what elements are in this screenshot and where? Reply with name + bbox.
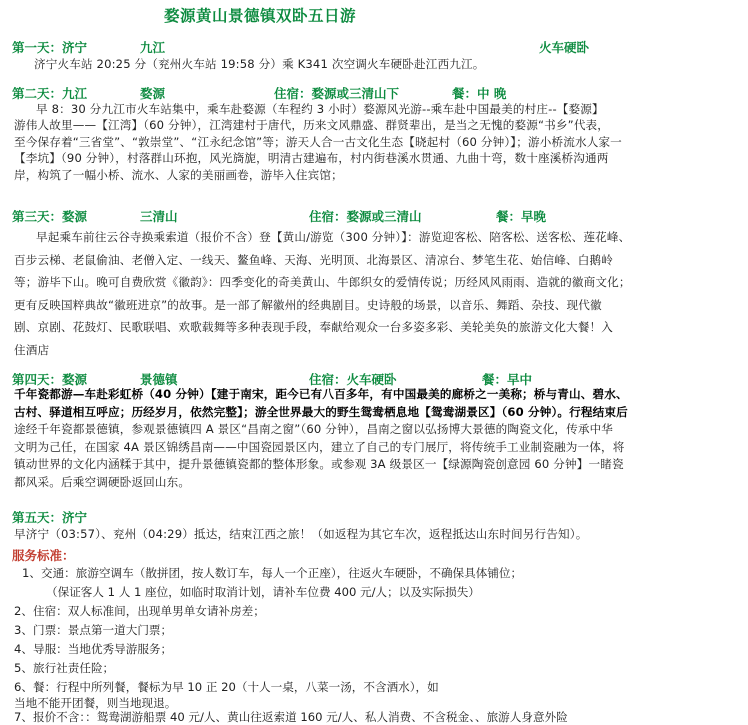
day3-line: 等；游毕下山。晚可自费欣赏《徽韵》：四季变化的奇美黄山、牛郎织女的爱情传说；历经风风雨雨、造就的徽商文化； [14, 275, 631, 289]
day2-line: 游伟人故里——【江湾】（60 分钟），江湾建村于唐代，历来文风鼎盛、群贤辈出，是当之无愧的婺源“书乡”代表， [14, 118, 610, 133]
day3-place: 三清山 [140, 209, 178, 224]
day3-line: 百步云梯、老鼠偷油、老僧入定、一线天、鳌鱼峰、天海、光明顶、北海景区、清凉台、梦笔生花、始信峰、白鹅岭 [14, 252, 613, 267]
day3-label: 第三天：婺源 [12, 209, 88, 224]
service-item: 2、住宿：双人标准间，出现单男单女请补房差； [14, 604, 265, 618]
day4-label: 第四天：婺源 [12, 372, 88, 387]
day2-label: 第二天：九江 [12, 86, 88, 101]
day1-transport: 火车硬卧 [539, 40, 590, 55]
day3-line: 住酒店 [14, 342, 50, 357]
day1-place: 九江 [140, 40, 166, 55]
day4-line: 文明为己任，在国家 4A 景区锦绣昌南——中国瓷园景区内，建立了自己的专门展厅，将传统手工业制瓷融为一体，将 [14, 439, 625, 454]
day4-text [14, 386, 734, 492]
service-item: 1、交通：旅游空调车（散拼团，按人数订车，每人一个正座），往返火车硬卧，不确保具体铺位； [22, 566, 523, 580]
day4-line: 千年瓷都游—车赴彩虹桥（40 分钟）【建于南宋，距今已有八百多年，有中国最美的廊桥之一美称；桥与青山、碧水、 [14, 387, 628, 401]
day4-line: 都风采。后乘空调硬卧返回山东。 [14, 474, 191, 489]
page-title: 婺源黄山景德镇双卧五日游 [163, 6, 356, 25]
day1-label: 第一天：济宁 [12, 40, 88, 55]
service-heading: 服务标准： [12, 548, 75, 563]
day1-text [34, 56, 748, 72]
day2-line: 【李坑】（90 分钟），村落群山环抱，风光旖旎，明清古建遍布，村内街巷溪水贯通、九曲十弯，数十座溪桥沟通两 [14, 151, 609, 166]
day2-stay: 住宿：婺源或三清山下 [274, 86, 400, 101]
service-item: （保证客人 1 人 1 座位，如临时取消计划，请补车位费 400 元/人；以及实际损失） [46, 585, 480, 599]
day3-line: 早起乘车前往云谷寺换乘索道（报价不含）登【黄山/游览（300 分钟）】：游览迎客松、陪客松、送客松、莲花峰、 [36, 230, 631, 244]
day2-line: 早 8：30 分九江市火车站集中，乘车赴婺源（车程约 3 小时）婺源风光游--乘车赴中国最美的村庄--【婺源】 [36, 102, 604, 116]
day5-line: 早济宁（03:57）、兖州（04:29）抵达，结束江西之旅！（如返程为其它车次，返程抵达山东时间另行告知）。 [14, 527, 588, 541]
day2-place: 婺源 [140, 86, 166, 101]
day2-text [14, 101, 734, 183]
service-item: 3、门票：景点第一道大门票； [14, 623, 173, 637]
service-item: 7、报价不含：：鸳鸯湖游船票 40 元/人、黄山往返索道 160 元/人、私人消费、不含税金、、旅游人身意外险 [14, 710, 568, 724]
service-item: 当地不能开团餐，则当地现退。 [14, 696, 177, 710]
day3-meal: 餐：早晚 [496, 209, 547, 224]
day3-stay: 住宿：婺源或三清山 [309, 209, 422, 224]
day4-line: 途经千年瓷都景德镇，参观景德镇四 A 景区“昌南之窗”（60 分钟），昌南之窗以弘扬博大景德的陶瓷文化，传承中华 [14, 422, 614, 437]
day4-meal: 餐：早中 [482, 372, 533, 387]
day4-line: 镇动世界的文化内涵糅于其中，提升景德镇瓷都的整体形象。或参观 3A 级景区一【绿源陶瓷创意园 60 分钟】一睹瓷 [14, 457, 624, 472]
day3-line: 更有反映国粹典故“徽班进京”的故事。是一部了解徽州的经典剧目。史诗般的场景，以音乐、舞蹈、杂技、现代徽 [14, 297, 602, 312]
day4-place: 景德镇 [140, 372, 178, 387]
day2-line: 岸，构筑了一幅小桥、流水、人家的美丽画卷，游毕入住宾馆； [14, 167, 343, 182]
day3-line: 剧、京剧、花鼓灯、民歌联唱、欢歌载舞等多种表现手段，奉献给观众一台多姿多彩、美轮美奂的旅游文化大餐！入 [14, 320, 613, 334]
day4-stay: 住宿：火车硬卧 [309, 372, 397, 387]
day4-line: 古村、驿道相互呼应；历经岁月，依然完整】；游全世界最大的野生鸳鸯栖息地【鸳鸯湖景区】（60 分钟）。行程结束后 [14, 404, 628, 419]
day2-line: 至今保存着“三省堂”、“敦崇堂”、“江永纪念馆”等；游天人合一古文化生态【晓起村（60 分钟）】；游小桥流水人家一 [14, 134, 622, 149]
service-item: 4、导服：当地优秀导游服务； [14, 642, 173, 656]
day2-meal: 餐：中 晚 [452, 86, 507, 101]
service-item: 6、餐：行程中所列餐，餐标为早 10 正 20（十人一桌，八菜一汤，不含酒水），如 [14, 680, 439, 694]
day5-label: 第五天：济宁 [12, 510, 88, 525]
day3-text [14, 226, 734, 361]
service-item: 5、旅行社责任险； [14, 661, 115, 675]
day5-text [14, 526, 734, 542]
day1-line: 济宁火车站 20:25 分（兖州火车站 19:58 分）乘 K341 次空调火车硬卧赴江西九江。 [34, 57, 485, 71]
